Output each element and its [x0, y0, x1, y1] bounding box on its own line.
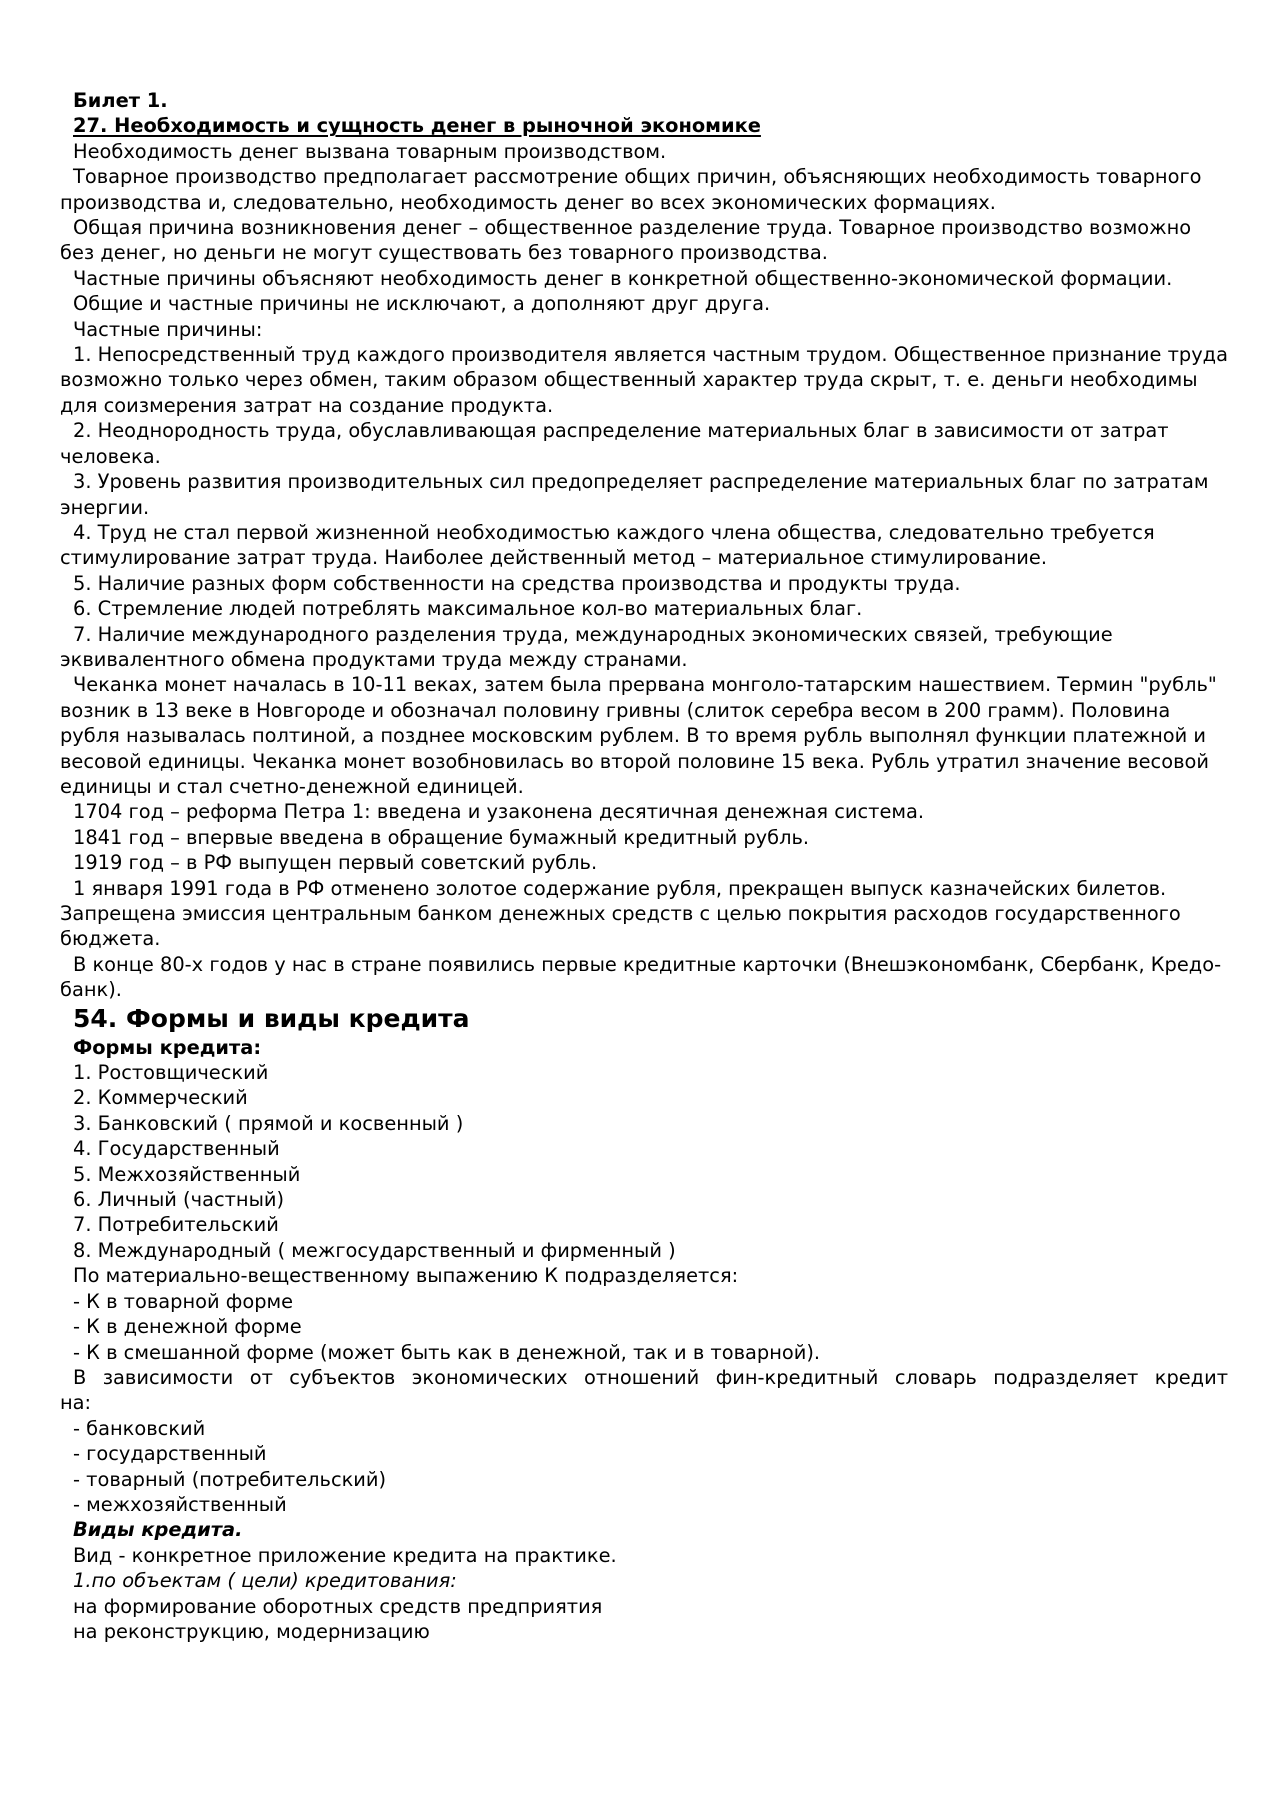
reason-item: 3. Уровень развития производительных сил предопределяет распределение материальных благ по затратам энергии. — [60, 470, 1209, 519]
list-item: на реконструкцию, модернизацию — [73, 1619, 430, 1643]
paragraph: Необходимость денег вызвана товарным производством. — [73, 139, 667, 163]
ticket-title: Билет 1. — [73, 89, 168, 112]
list-item: - К в денежной форме — [73, 1315, 302, 1339]
list-item: - государственный — [73, 1442, 267, 1466]
paragraph: Товарное производство предполагает рассмотрение общих причин, объясняющих необходимость товарного производства и, следовательно, необходимость денег во всех экономических формациях. — [60, 165, 1202, 214]
reason-item: 4. Труд не стал первой жизненной необходимостью каждого члена общества, следовательно требуется стимулирование затрат труда. Наиболее действенный метод – материальное стимулирование. — [60, 520, 1155, 570]
list-item: 5. Межхозяйственный — [73, 1162, 301, 1186]
paragraph: Частные причины: — [73, 317, 263, 341]
list-item: на формирование оборотных средств предприятия — [73, 1594, 603, 1618]
paragraph: Чеканка монет началась в 10-11 веках, затем была прервана монголо-татарским нашествием. Термин "рубль" возник в 13 веке в Новгороде и обозначал половину гривны (слиток серебра весом в 200 грамм). Половина рубля называлась полтиной, а позднее московским рублем. В то время рубль выполнял функции платежной и весовой единицы. Чеканка монет возобновилась во второй половине 15 века. Рубль утратил значение весовой единицы и стал счетно-денежной единицей. — [60, 673, 1217, 798]
paragraph: Общая причина возникновения денег – общественное разделение труда. Товарное производство возможно без денег, но деньги не могут существовать без товарного производства. — [60, 216, 1192, 265]
section-1-title-text: 27. Необходимость и сущность денег в рыночной экономике — [73, 114, 761, 138]
paragraph: Частные причины объясняют необходимость денег в конкретной общественно-экономической формации. — [73, 266, 1173, 290]
list-item: 3. Банковский ( прямой и косвенный ) — [73, 1111, 464, 1135]
history-item: 1919 год – в РФ выпущен первый советский рубль. — [73, 851, 598, 875]
history-item: 1704 год – реформа Петра 1: введена и узаконена десятичная денежная система. — [73, 800, 925, 824]
forms-title: Формы кредита: — [73, 1035, 262, 1059]
reason-item: 2. Неоднородность труда, обуславливающая распределение материальных благ в зависимости от затрат человека. — [60, 419, 1169, 468]
list-item: - К в смешанной форме (может быть как в денежной, так и в товарной). — [73, 1340, 821, 1364]
reason-item: 6. Стремление людей потреблять максимальное кол-во материальных благ. — [73, 597, 863, 621]
subjects-intro: В зависимости от субъектов экономических отношений фин-кредитный словарь подразделяет кредит на: — [60, 1365, 1228, 1415]
list-item: 4. Государственный — [73, 1137, 280, 1161]
paragraph: В конце 80-х годов у нас в стране появились первые кредитные карточки (Внешэкономбанк, Сбербанк, Кредо-банк). — [60, 952, 1222, 1002]
list-item: - межхозяйственный — [73, 1492, 287, 1516]
section-1-title — [60, 113, 1228, 138]
list-item: 6. Личный (частный) — [73, 1188, 285, 1212]
list-item: 1. Ростовщический — [73, 1061, 269, 1085]
section-2-title: 54. Формы и виды кредита — [73, 1003, 470, 1033]
objects-title: 1.по объектам ( цели) кредитования: — [73, 1569, 457, 1593]
document-page — [60, 88, 1228, 1644]
kinds-title: Виды кредита. — [73, 1518, 243, 1542]
kinds-definition: Вид - конкретное приложение кредита на практике. — [73, 1543, 617, 1567]
reason-item: 1. Непосредственный труд каждого производителя является частным трудом. Общественное признание труда возможно только через обмен, таким образом общественный характер труда скрыт, т. е. деньги необходимы для соизмерения затрат на создание продукта. — [60, 343, 1228, 417]
history-item: 1841 год – впервые введена в обращение бумажный кредитный рубль. — [73, 825, 810, 849]
list-item: 8. Международный ( межгосударственный и фирменный ) — [73, 1238, 676, 1262]
reason-item: 5. Наличие разных форм собственности на средства производства и продукты труда. — [73, 571, 961, 595]
list-item: - К в товарной форме — [73, 1289, 294, 1313]
reason-item: 7. Наличие международного разделения труда, международных экономических связей, требующие эквивалентного обмена продуктами труда между странами. — [60, 622, 1113, 671]
list-item: 7. Потребительский — [73, 1213, 279, 1237]
list-item: - товарный (потребительский) — [73, 1467, 387, 1491]
list-item: - банковский — [73, 1416, 206, 1440]
list-item: 2. Коммерческий — [73, 1086, 248, 1110]
material-intro: По материально-вещественному выпажению К подразделяется: — [73, 1264, 739, 1288]
history-item: 1 января 1991 года в РФ отменено золотое содержание рубля, прекращен выпуск казначейских билетов. Запрещена эмиссия центральным банком денежных средств с целью покрытия расходов государственного бюджета. — [60, 876, 1181, 951]
paragraph: Общие и частные причины не исключают, а дополняют друг друга. — [73, 292, 771, 316]
